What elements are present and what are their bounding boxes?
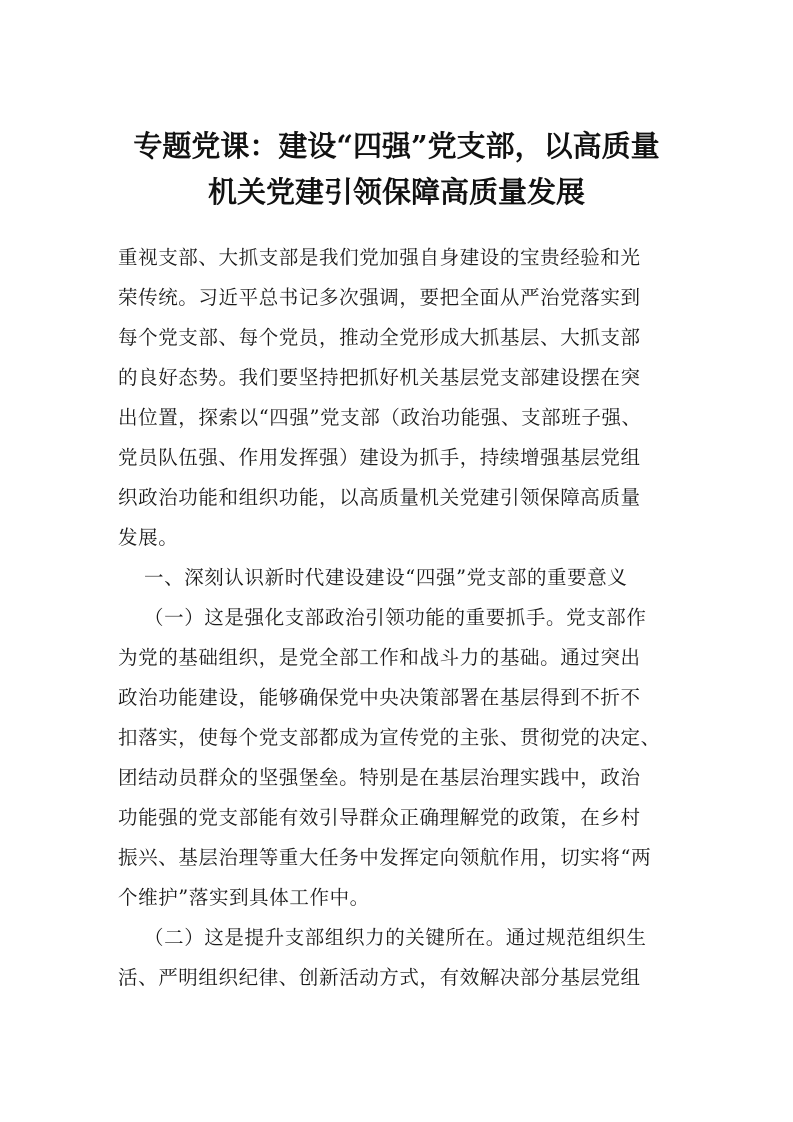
paragraph-line: 发展。 (118, 526, 179, 549)
section-heading: 一、深刻认识新时代建设建设“四强”党支部的重要意义 (144, 566, 628, 589)
paragraph-line: （一）这是强化支部政治引领功能的重要抓手。党支部作 (144, 606, 647, 629)
document-title-line-2: 机关党建引领保障高质量发展 (207, 175, 585, 209)
paragraph-line: 重视支部、大抓支部是我们党加强自身建设的宝贵经验和光 (118, 246, 641, 269)
paragraph-line: 活、严明组织纪律、创新活动方式，有效解决部分基层党组 (118, 966, 641, 989)
paragraph-line: 出位置，探索以“四强”党支部（政治功能强、支部班子强、 (118, 406, 642, 429)
paragraph-line: 织政治功能和组织功能，以高质量机关党建引领保障高质量 (118, 486, 641, 509)
paragraph-line: 个维护”落实到具体工作中。 (118, 886, 370, 909)
paragraph-line: 为党的基础组织，是党全部工作和战斗力的基础。通过突出 (118, 646, 641, 669)
paragraph-line: 的良好态势。我们要坚持把抓好机关基层党支部建设摆在突 (118, 366, 641, 389)
paragraph-line: 荣传统。习近平总书记多次强调，要把全面从严治党落实到 (118, 286, 641, 309)
paragraph-line: 党员队伍强、作用发挥强）建设为抓手，持续增强基层党组 (118, 446, 641, 469)
document-title-line-1: 专题党课：建设“四强”党支部，以高质量 (133, 129, 660, 163)
paragraph-line: 团结动员群众的坚强堡垒。特别是在基层治理实践中，政治 (118, 766, 641, 789)
paragraph-line: 政治功能建设，能够确保党中央决策部署在基层得到不折不 (118, 686, 641, 709)
paragraph-line: 扣落实，使每个党支部都成为宣传党的主张、贯彻党的决定、 (118, 726, 661, 749)
paragraph-line: （二）这是提升支部组织力的关键所在。通过规范组织生 (144, 926, 647, 949)
paragraph-line: 振兴、基层治理等重大任务中发挥定向领航作用，切实将“两 (118, 846, 652, 869)
paragraph-line: 功能强的党支部能有效引导群众正确理解党的政策，在乡村 (118, 806, 641, 829)
paragraph-line: 每个党支部、每个党员，推动全党形成大抓基层、大抓支部 (118, 326, 641, 349)
